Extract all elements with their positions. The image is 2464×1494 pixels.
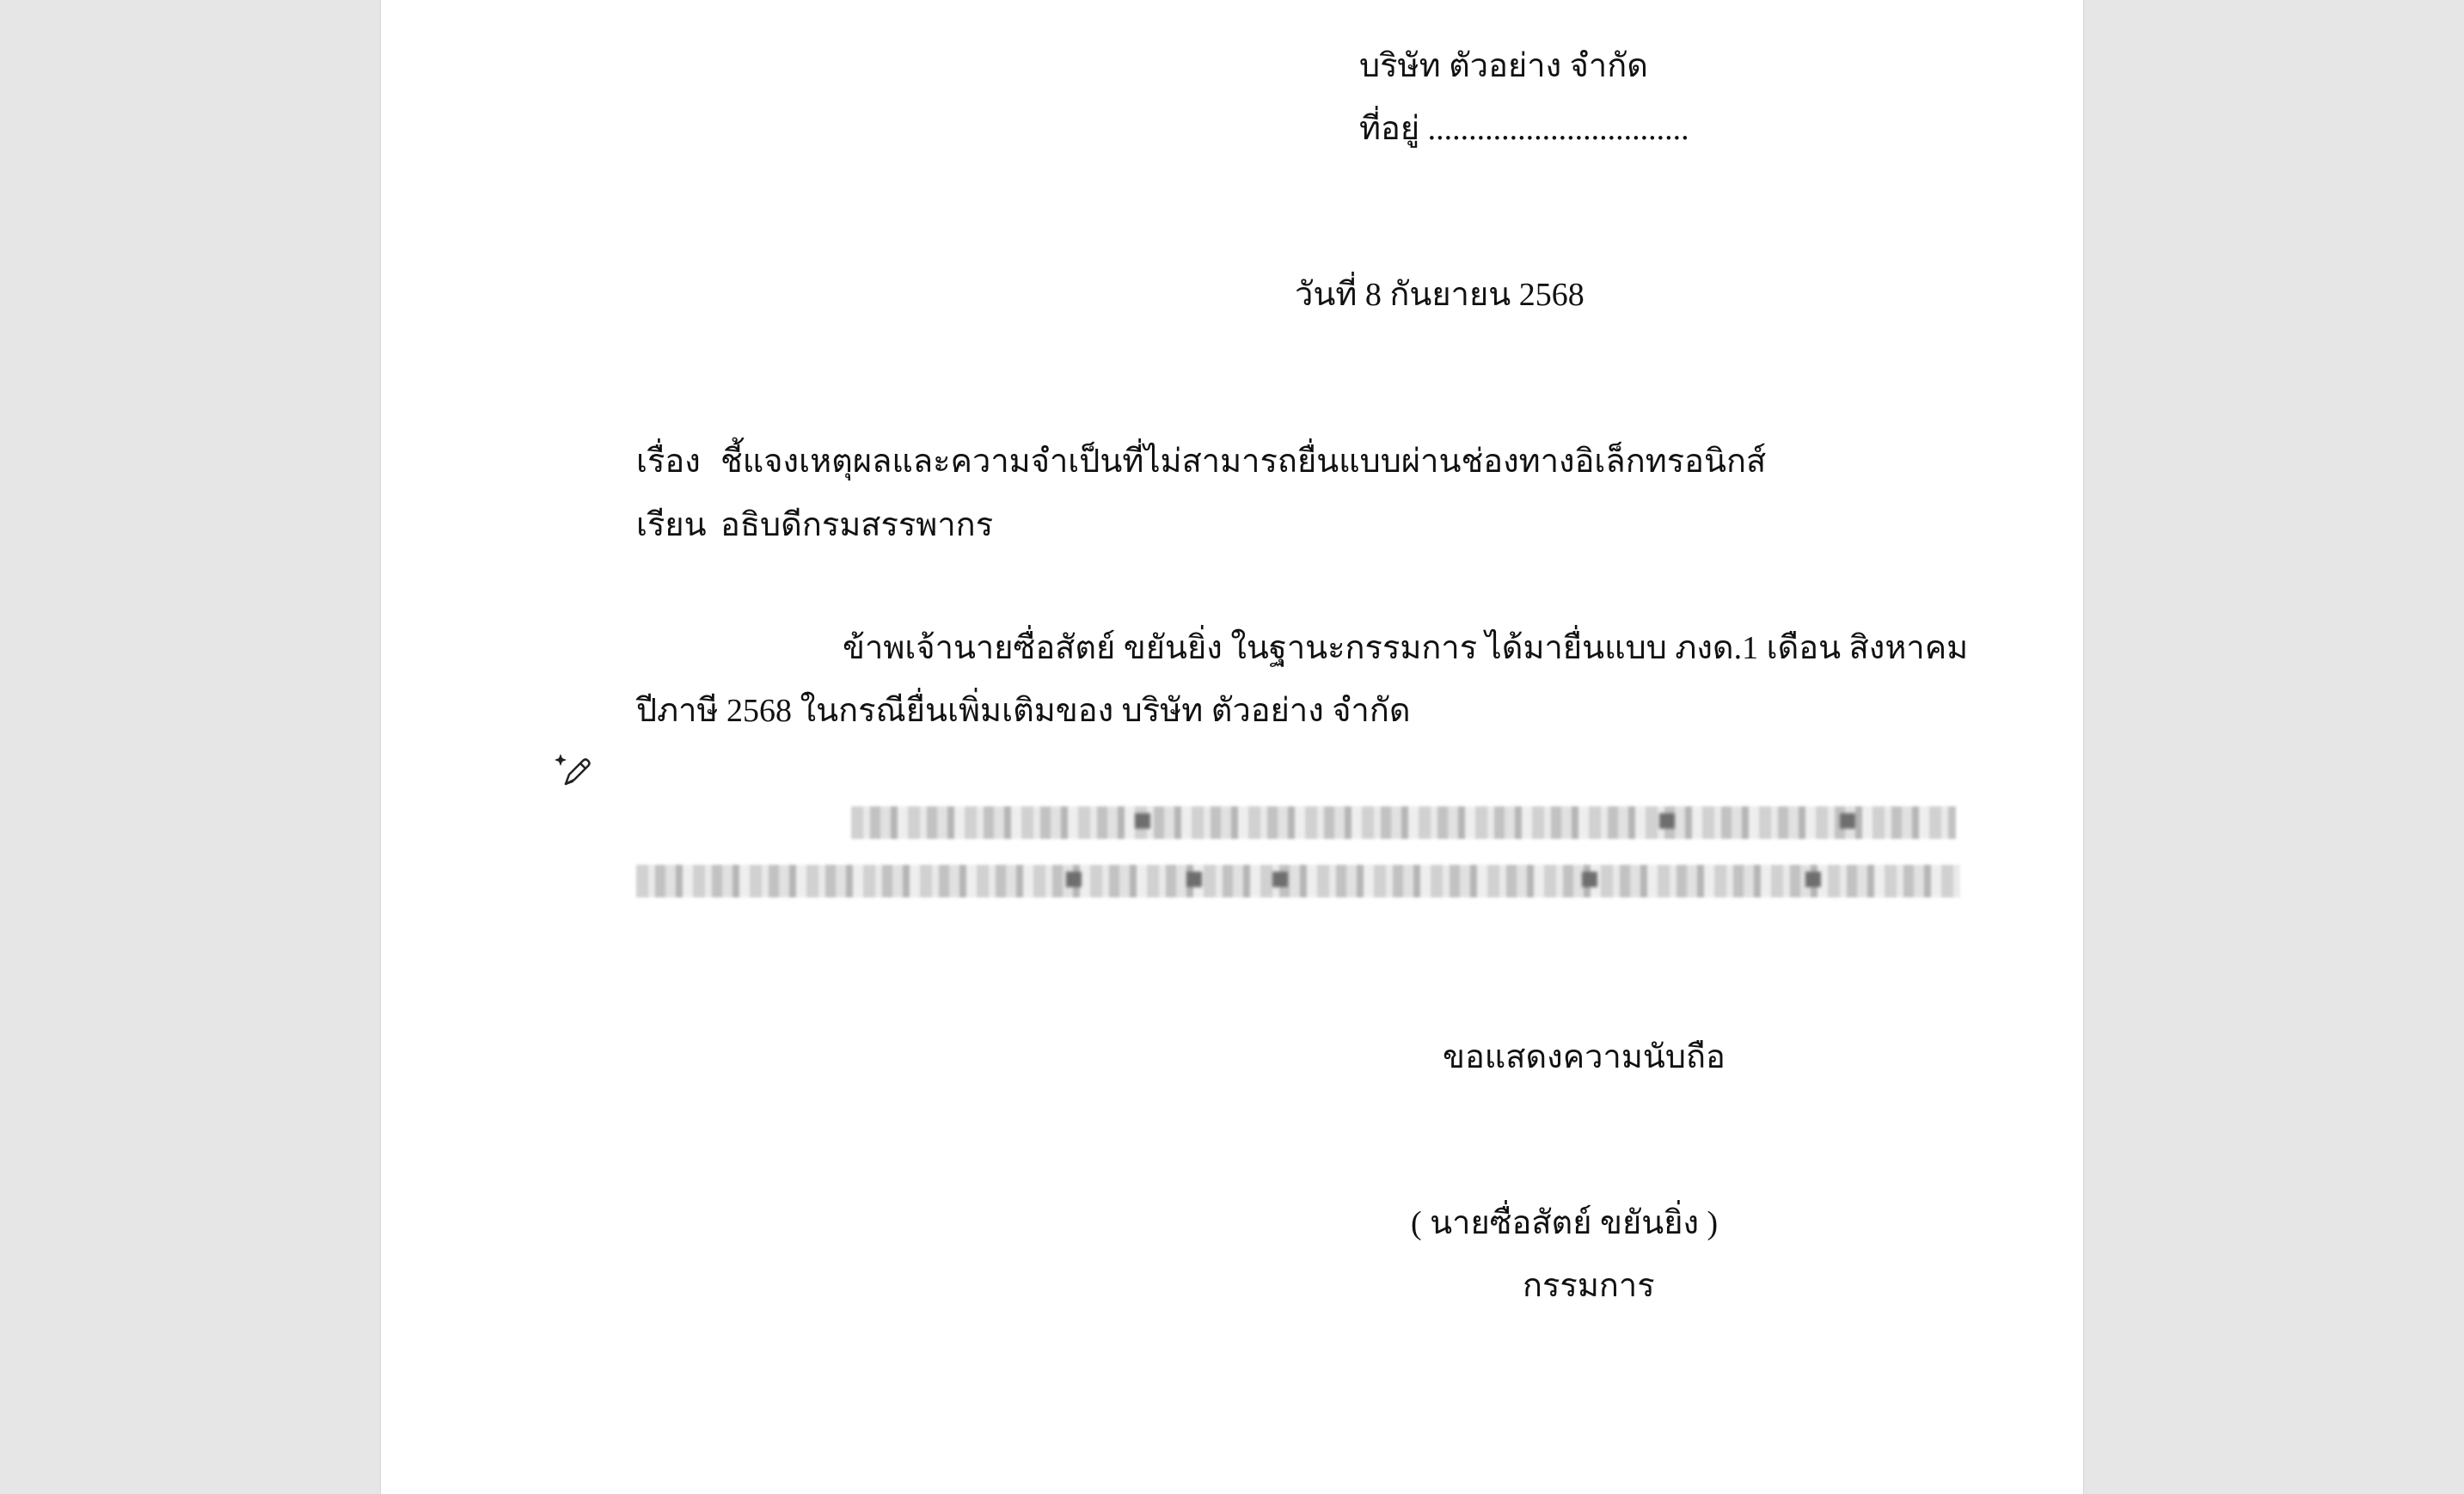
signatory-title: กรรมการ [1523, 1268, 1655, 1304]
redacted-line-1 [851, 806, 1956, 839]
recipient-text: อธิบดีกรมสรรพากร [720, 507, 994, 543]
closing-salutation: ขอแสดงความนับถือ [1443, 1039, 1725, 1075]
company-address: ที่อยู่ ................................ [1359, 111, 1689, 147]
signatory-name: ( นายซื่อสัตย์ ขยันยิ่ง ) [1411, 1205, 1719, 1241]
recipient-label: เรียน [636, 507, 707, 543]
document-page [380, 0, 2084, 1494]
subject-text: ชี้แจงเหตุผลและความจำเป็นที่ไม่สามารถยื่นแบบผ่านช่องทางอิเล็กทรอนิกส์ [720, 444, 1767, 480]
sparkle-pen-icon[interactable] [554, 751, 593, 791]
letter-date: วันที่ 8 กันยายน 2568 [1295, 277, 1584, 313]
redacted-line-2 [636, 865, 1960, 897]
company-name: บริษัท ตัวอย่าง จำกัด [1359, 48, 1648, 84]
subject-label: เรื่อง [636, 444, 701, 480]
body-line-2: ปีภาษี 2568 ในกรณียื่นเพิ่มเติมของ บริษัท ตัวอย่าง จำกัด [636, 693, 1411, 729]
body-line-1: ข้าพเจ้านายซื่อสัตย์ ขยันยิ่ง ในฐานะกรรมการ ได้มายื่นแบบ ภงด.1 เดือน สิงหาคม [843, 630, 1969, 666]
redacted-paragraph [636, 799, 1960, 911]
